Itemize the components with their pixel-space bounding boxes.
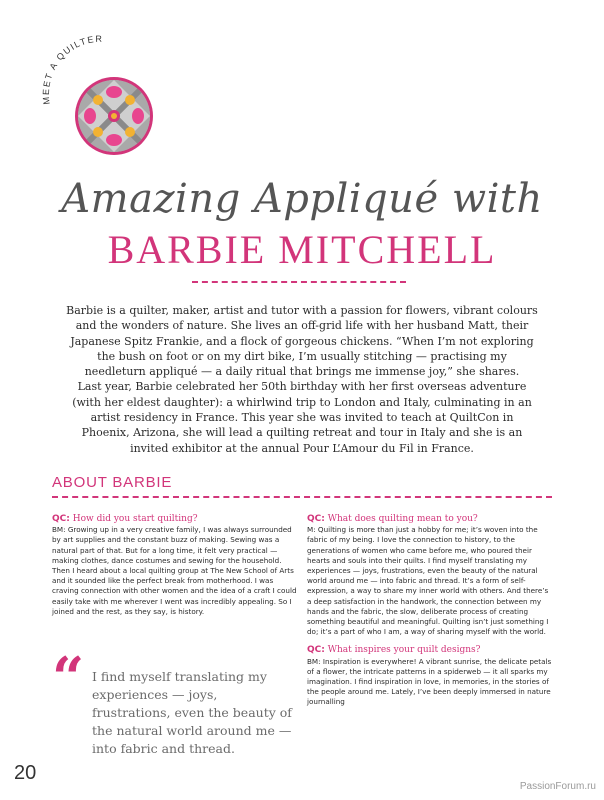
question-text: How did you start quilting? (72, 514, 198, 524)
badge-label: MEET A QUILTER (40, 34, 104, 105)
section-title: ABOUT BARBIE (52, 474, 173, 491)
quilt-pattern (78, 80, 150, 152)
meet-a-quilter-badge (36, 34, 164, 162)
question-1 (52, 514, 297, 524)
question-2 (307, 514, 552, 524)
question-prefix: QC: (52, 514, 70, 524)
intro-text (66, 303, 538, 456)
question-prefix: QC: (307, 514, 325, 524)
answer-2: M: Quilting is more than just a hobby for me; it’s woven into the fabric of my being. I love the connection to history, to the generations of women who came before me, who poured their hearts and souls into their quilts. I find myself translating my experiences — joys, frustrations, even the beauty of the natural world around me — into fabric and thread. It’s a form of self-expression, a way to share my inner world with others. And there’s a deep satisfaction in the handwork, the connection between my hands and the fabric, the slow, deliberate process of creating something beautiful and meaningful. Quilting isn’t just something I do; it’s a part of who I am, a way of sharing myself with the world. (307, 525, 549, 637)
interview-column-right (307, 514, 552, 716)
question-text: What inspires your quilt designs? (327, 645, 481, 656)
title-divider (192, 281, 406, 283)
question-prefix: QC: (307, 645, 325, 656)
quote-mark-icon: “ (52, 645, 85, 711)
intro-paragraph-2: Last year, Barbie celebrated her 50th birthday with her first overseas adventure (with her eldest daughter): a whirlwind trip to London and Italy, culminating in an artist residency in France. This year she was invited to teach at QuiltCon in Phoenix, Arizona, she will lead a quilting retreat and tour in Italy and she is an invited exhibitor at the annual Pour L’Amour du Fil in France. (72, 380, 532, 455)
answer-1: BM: Growing up in a very creative family, I was always surrounded by art supplies and the constant buzz of making. Sewing was a natural part of that. But for a long time, it felt very practical — making clothes, dance costumes and sewing for the household. Then I heard about a local quilting group at The New School of Arts and it sounded like the perfect break from motherhood. I was craving connection with other women and the idea of a craft I could easily take with me wherever I went was incredibly appealing. So I joined and the rest, as they say, is history. (52, 525, 297, 616)
interview-column-left (52, 514, 297, 625)
question-text: What does quilting mean to you? (327, 514, 478, 524)
script-title: Amazing Appliqué with (61, 176, 543, 222)
answer-3: BM: Inspiration is everywhere! A vibrant sunrise, the delicate petals of a flower, the intricate patterns in a spiderweb — it all sparks my imagination. I find inspiration in love, in memories, in the stories of the people around me. Lately, I’ve been deeply immersed in nature journalling (307, 656, 552, 707)
question-3 (307, 645, 552, 655)
quilt-badge-image (36, 34, 164, 162)
watermark: PassionForum.ru (519, 781, 596, 792)
pull-quote: I find myself translating my experiences — joys, frustrations, even the beauty of the natural world around me — into fabric and thread. (92, 669, 292, 756)
section-divider (52, 496, 552, 498)
page-title: BARBIE MITCHELL (107, 227, 497, 272)
intro-paragraph-1: Barbie is a quilter, maker, artist and tutor with a passion for flowers, vibrant colours and the wonders of nature. She lives an off-grid life with her husband Matt, their Japanese Spitz Frankie, and a flock of gorgeous chickens. “When I’m not exploring the bush on foot or on my dirt bike, I’m usually stitching — practising my needleturn appliqué — a daily ritual that brings me immense joy,” she shares. (66, 304, 538, 379)
page-number: 20 (14, 762, 37, 784)
